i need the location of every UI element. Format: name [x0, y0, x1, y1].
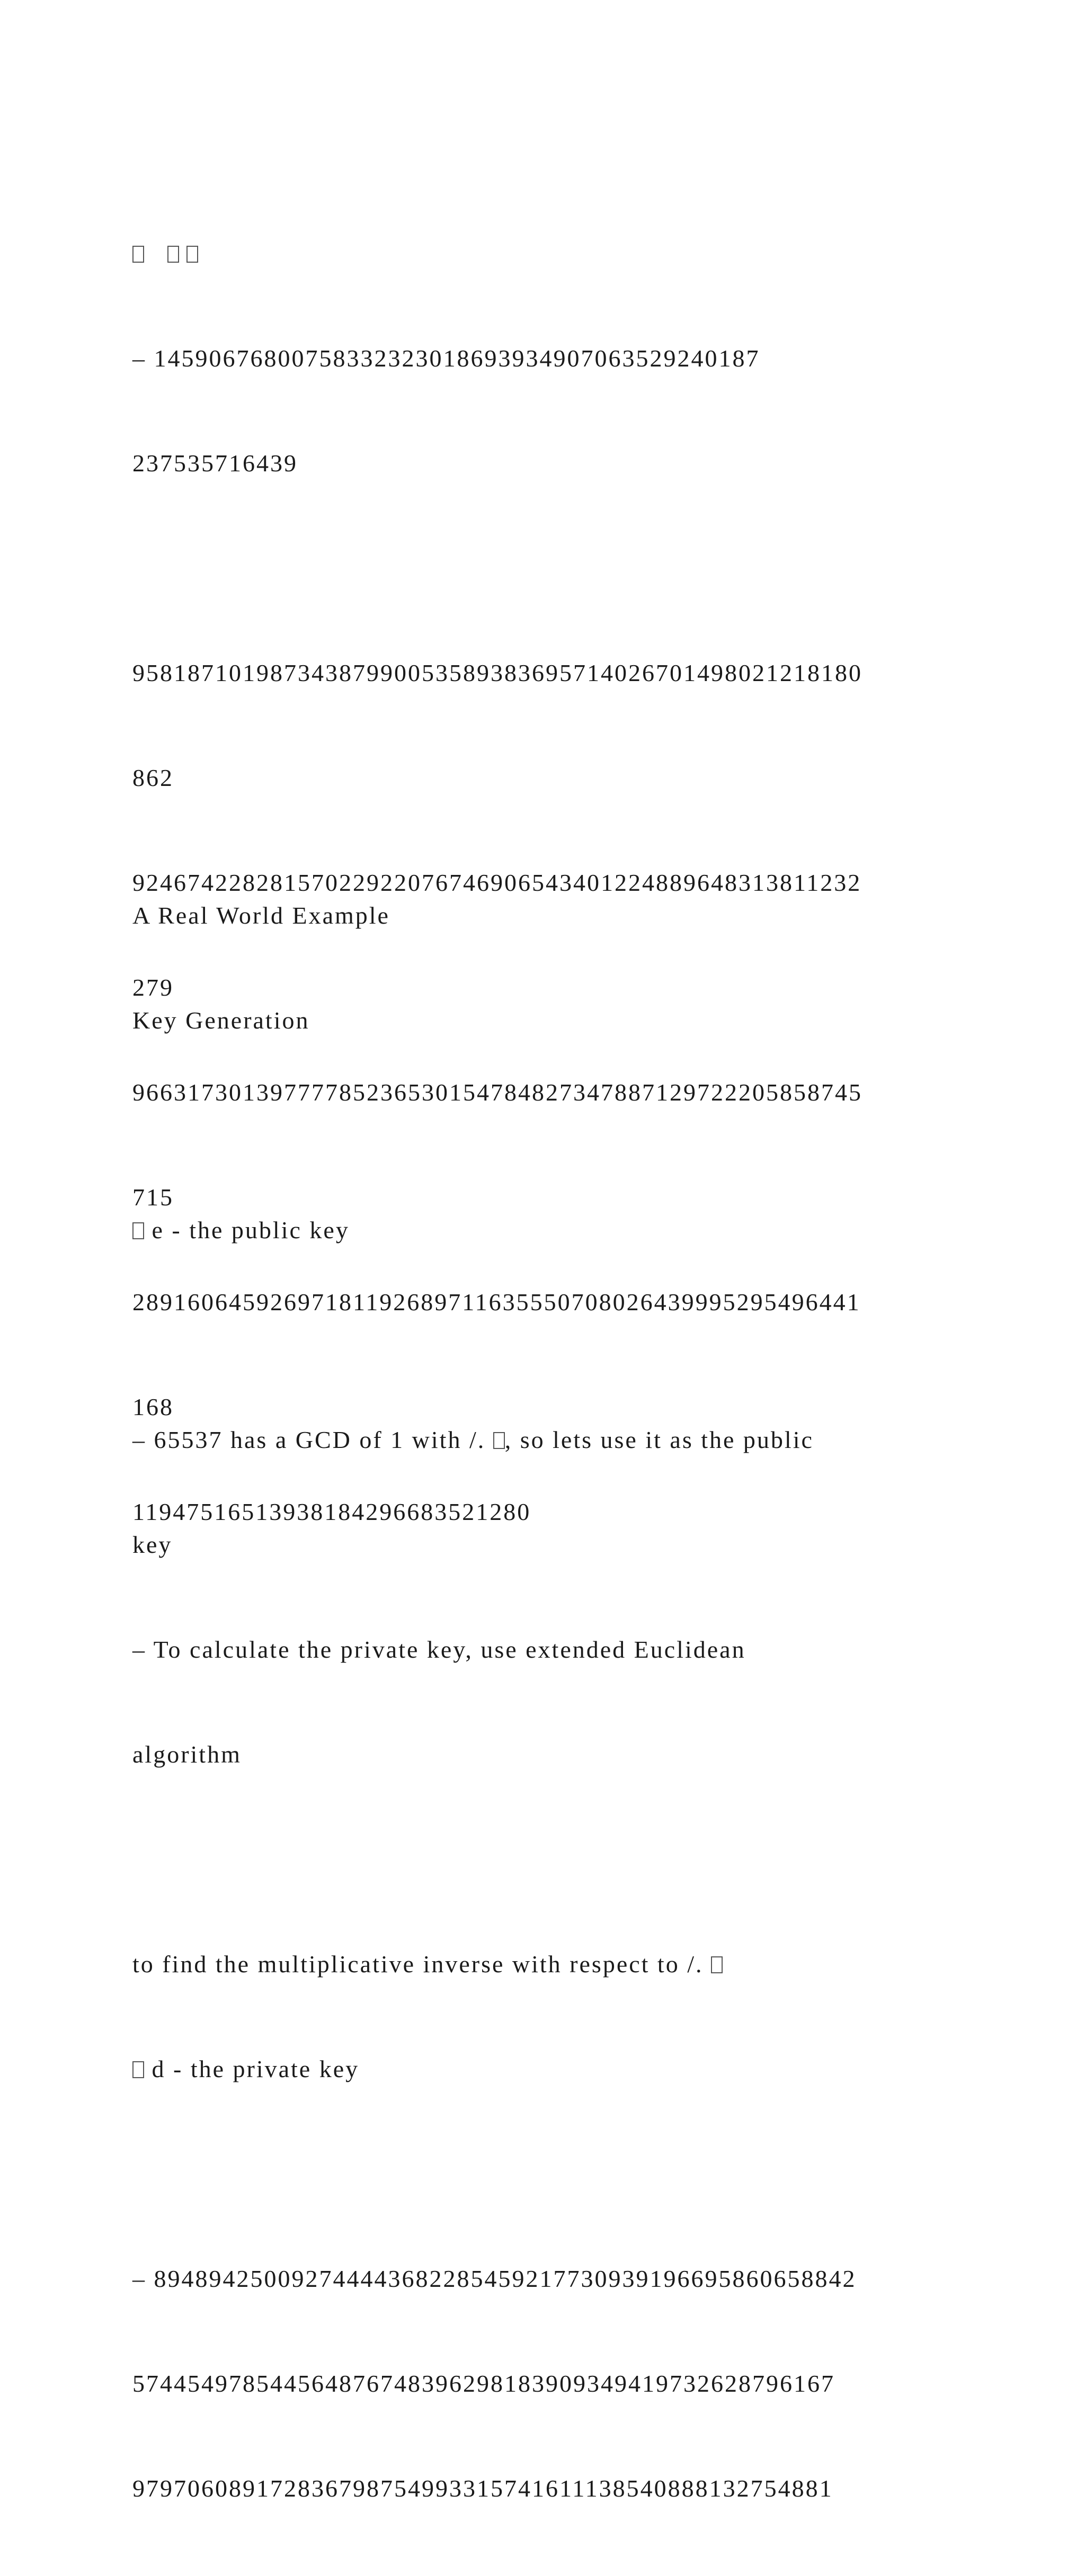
- symbol-glyph-line: [132, 236, 1001, 271]
- private-key-number-line: – 8948942500927444436822854592177309391966958606588​42: [132, 2265, 857, 2292]
- real-world-example-section: [132, 828, 1001, 2576]
- number-line: 168: [132, 1393, 174, 1420]
- number-line: 237535716439: [132, 450, 298, 477]
- section-title: A Real World Example: [132, 902, 390, 929]
- public-key-line: [132, 1423, 1001, 1457]
- missing-glyph-icon: [186, 246, 198, 263]
- public-key-bullet-text: e - the public key: [152, 1217, 350, 1244]
- private-key-bullet-text: d - the private key: [152, 2055, 360, 2082]
- missing-glyph-icon: [711, 1956, 723, 1973]
- blank-line: [132, 1318, 1001, 1353]
- number-line: 279: [132, 974, 174, 1001]
- public-key-line-tail: , so lets use it as the public: [504, 1426, 814, 1453]
- number-line: 966317301397777852365301547848273478871297222058587​45: [132, 1079, 862, 1106]
- missing-glyph-icon: [132, 246, 144, 263]
- private-key-number-line: 979706089172836798754993315741611138540888132754881: [132, 2475, 833, 2502]
- blank-line: [132, 551, 1001, 586]
- blank-line: [132, 2157, 1001, 2192]
- blank-line: [132, 1108, 1001, 1143]
- inverse-line-text: to find the multiplicative inverse with respect to /.: [132, 1951, 711, 1978]
- bullet-glyph-icon: [132, 2061, 144, 2078]
- public-key-bullet: [132, 1213, 1001, 1248]
- number-line: 715: [132, 1184, 174, 1211]
- section-subtitle: Key Generation: [132, 1007, 310, 1034]
- private-key-method-line: – To calculate the private key, use extended Euclidean: [132, 1636, 746, 1663]
- number-line: 924674228281570229220767469065434012248896483138112​32: [132, 869, 862, 896]
- private-key-number-line: 574454978544564876748396298183909349419732628796167: [132, 2370, 835, 2397]
- private-key-bullet: [132, 2052, 1001, 2087]
- inverse-line: [132, 1947, 1001, 1982]
- private-key-method-line: algorithm: [132, 1741, 242, 1768]
- public-key-line: key: [132, 1531, 173, 1558]
- missing-glyph-icon: [167, 246, 179, 263]
- number-line: 958187101987343879900535893836957140267014980212181​80: [132, 659, 862, 686]
- number-line: 289160645926971811926897116355507080264399952954964​41: [132, 1289, 861, 1316]
- missing-glyph-icon: [493, 1432, 505, 1449]
- number-line: 862: [132, 764, 174, 791]
- number-line: 11947516513938184296683521280: [132, 1498, 531, 1525]
- public-key-line-text: – 65537 has a GCD of 1 with /.: [132, 1426, 493, 1453]
- blank-line: [132, 1842, 1001, 1877]
- number-line: – 1459067680075833232301869393490706352924018​7: [132, 345, 760, 372]
- bullet-glyph-icon: [132, 1222, 144, 1239]
